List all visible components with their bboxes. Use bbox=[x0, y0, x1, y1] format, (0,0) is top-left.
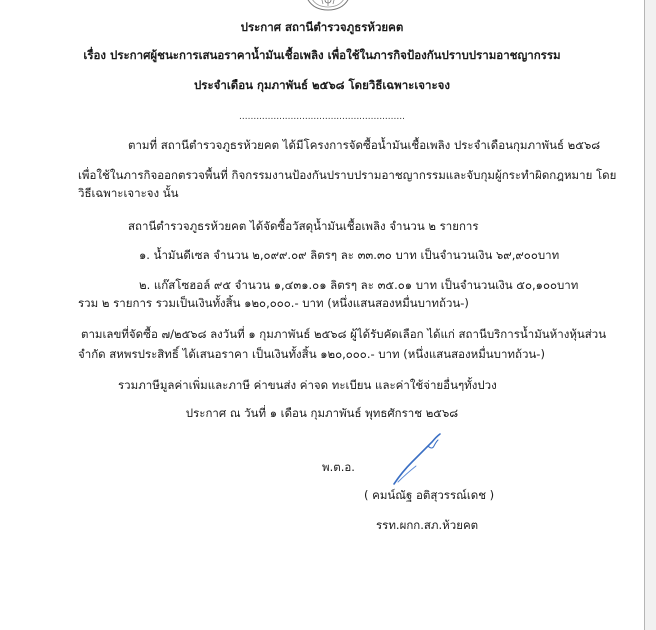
dotted-separator: .......................................................... bbox=[239, 112, 405, 122]
paragraph-taxes: รวมภาษีมูลค่าเพิ่มและภาษี ค่าขนส่ง ค่าจด ทะเบียน และค่าใช้จ่ายอื่นๆทั้งปวง bbox=[118, 378, 497, 392]
paragraph-award-line2: จำกัด สหพรประสิทธิ์ ได้เสนอราคา เป็นเงินทั้งสิ้น ๑๒๐,๐๐๐.- บาท (หนึ่งแสนสองหมื่นบาทถ้วน-) bbox=[78, 347, 545, 361]
item-gasohol: ๒. แก๊สโซฮอล์ ๙๕ จำนวน ๑,๔๓๑.๐๑ ลิตรๆ ละ ๓๕.๐๑ บาท เป็นจำนวนเงิน ๕๐,๑๐๐บาท bbox=[139, 278, 579, 292]
signature-name: ( คมน์ณัฐ อติสุวรรณ์เดช ) bbox=[364, 488, 495, 502]
viewer-gutter bbox=[645, 0, 656, 630]
announcement-date: ประกาศ ณ วันที่ ๑ เดือน กุมภาพันธ์ พุทธศักราช ๒๕๖๘ bbox=[185, 406, 459, 420]
paragraph-award-line1: ตามเลขที่จัดซื้อ ๗/๒๕๖๘ ลงวันที่ ๑ กุมภาพันธ์ ๒๕๖๘ ผู้ได้รับคัดเลือก ได้แก่ สถานีบริการน้ำมันห้างหุ้นส่วน bbox=[81, 327, 607, 341]
item-diesel: ๑. น้ำมันดีเซล จำนวน ๒,๐๙๙.๐๙ ลิตรๆ ละ ๓๓.๓๐ บาท เป็นจำนวนเงิน ๖๙,๙๐๐บาท bbox=[139, 248, 560, 262]
paragraph-intro: ตามที่ สถานีตำรวจภูธรห้วยคต ได้มีโครงการจัดซื้อน้ำมันเชื้อเพลิง ประจำเดือนกุมภาพันธ์ ๒๕๖๘ bbox=[128, 138, 601, 152]
announcement-heading: ประกาศ สถานีตำรวจภูธรห้วยคต bbox=[240, 20, 404, 34]
paragraph-purpose-line1: เพื่อใช้ในภารกิจออกตรวจพื้นที่ กิจกรรมงานป้องกันปราบปรามอาชญากรรมและจับกุมผู้กระทำผิดกฎหมาย โดย bbox=[78, 168, 617, 182]
period-line: ประจำเดือน กุมภาพันธ์ ๒๕๖๘ โดยวิธีเฉพาะเจาะจง bbox=[193, 78, 451, 92]
paragraph-procurement: สถานีตำรวจภูธรห้วยคต ได้จัดซื้อวัสดุน้ำมันเชื้อเพลิง จำนวน ๒ รายการ bbox=[128, 219, 479, 233]
signature-position: รรท.ผกก.สภ.ห้วยคต bbox=[376, 518, 479, 532]
signature-stroke bbox=[388, 432, 448, 490]
subject-line: เรื่อง ประกาศผู้ชนะการเสนอราคาน้ำมันเชื้อเพลิง เพื่อใช้ในภารกิจป้องกันปราบปรามอาชญากรรม bbox=[83, 48, 561, 62]
signature-rank: พ.ต.อ. bbox=[322, 460, 355, 474]
total-line: รวม ๒ รายการ รวมเป็นเงินทั้งสิ้น ๑๒๐,๐๐๐.- บาท (หนึ่งแสนสองหมื่นบาทถ้วน-) bbox=[78, 296, 469, 310]
garuda-emblem-icon bbox=[303, 0, 353, 12]
paragraph-purpose-line2: วิธีเฉพาะเจาะจง นั้น bbox=[78, 186, 179, 200]
